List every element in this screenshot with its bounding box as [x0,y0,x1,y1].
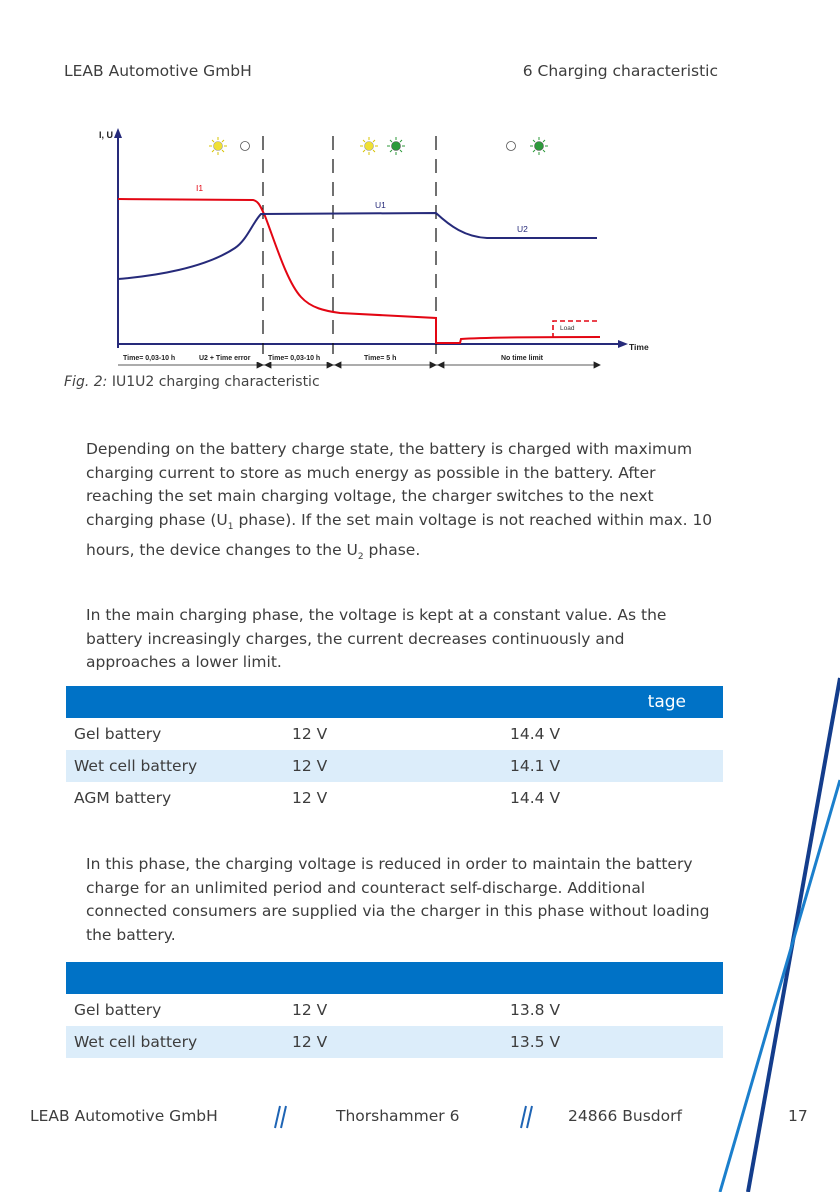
battery-type-cell: AGM battery [74,789,172,807]
paragraph-boost-phase [86,438,718,570]
nominal-voltage-cell: 12 V [292,1033,328,1051]
nominal-voltage-cell: 12 V [292,789,328,807]
y-axis-arrow [114,128,122,138]
table-row [66,994,723,1026]
paragraph-text: Depending on the battery charge state, the battery is charged with maximum charging current to store as much energy as possible in the battery. After reaching the set main charging voltage, the charger switches to the next charging phase (U [86,440,693,529]
table-header-row [66,962,723,994]
led-group-phase-1 [209,137,250,155]
table-row [66,1026,723,1058]
table-header-row [66,686,723,718]
led-yellow-lit-icon [360,137,378,155]
phase-time-bar [118,362,600,368]
phase-time-label: Time= 0,03-10 h [123,355,176,362]
subscript: 2 [357,552,364,563]
table-row [66,718,723,750]
footer-separator-icon [272,1104,288,1130]
table-row [66,750,723,782]
charging-voltage-cell: 14.4 V [510,725,561,743]
float-voltage-table [66,962,723,1058]
paragraph-text: phase. [363,541,421,560]
table-header-fragment: tage [647,692,686,712]
charging-voltage-cell: 14.4 V [510,789,561,807]
phase-time-label: No time limit [501,355,544,362]
table-header-empty [66,962,723,994]
figure-caption-text: IU1U2 charging characteristic [111,374,320,390]
page-number: 17 [788,1107,808,1125]
led-green-lit-icon [387,137,405,155]
led-off-icon [241,142,250,151]
header-chapter: 6 Charging characteristic [522,62,718,80]
y-axis-label: I, U [99,130,114,140]
footer-separator-icon [518,1104,534,1130]
phase-time-label: Time= 5 h [364,355,397,362]
float-voltage-cell: 13.8 V [510,1001,561,1019]
paragraph-text: phase). If the set main voltage is not reached within max. 10 hours, the device changes to the U [86,510,713,560]
load-label: Load [560,325,575,332]
footer-city: 24866 Busdorf [568,1107,682,1125]
current-curve-i1 [118,199,600,343]
charging-characteristic-chart [95,122,655,372]
phase-time-label: U2 + Time error [199,355,251,362]
nominal-voltage-cell: 12 V [292,757,328,775]
paragraph-main-phase: In the main charging phase, the voltage is kept at a constant value. As the battery increasingly charges, the current decreases continuously and approaches a lower limit. [86,606,667,671]
figure-caption-prefix: Fig. 2: [64,374,108,390]
decorative-stripes [700,660,840,1192]
voltage-curve-u1 [118,213,597,279]
series-label-u1: U1 [375,200,386,210]
battery-type-cell: Wet cell battery [74,757,198,775]
footer-street: Thorshammer 6 [336,1107,460,1125]
x-axis-arrow [618,340,628,348]
x-axis-label: Time [629,342,649,352]
header-company: LEAB Automotive GmbH [64,62,252,80]
paragraph-float-phase: In this phase, the charging voltage is reduced in order to maintain the battery charge for an unlimited period and counteract self-discharge. Additional connected consumers are supplied via the charger in this phase without loading the battery. [86,855,710,944]
battery-type-cell: Wet cell battery [74,1033,198,1051]
led-group-phase-2 [360,137,405,155]
figure-caption [64,374,320,390]
battery-type-cell: Gel battery [74,1001,162,1019]
main-charging-voltage-table [66,686,723,814]
nominal-voltage-cell: 12 V [292,1001,328,1019]
series-label-u2: U2 [517,224,528,234]
led-off-icon [507,142,516,151]
table-row [66,782,723,814]
led-green-lit-icon [530,137,548,155]
subscript: 1 [227,521,234,532]
nominal-voltage-cell: 12 V [292,725,328,743]
footer-company: LEAB Automotive GmbH [30,1107,218,1125]
phase-time-label: Time= 0,03-10 h [268,355,321,362]
led-group-phase-3 [507,137,549,155]
battery-type-cell: Gel battery [74,725,162,743]
float-voltage-cell: 13.5 V [510,1033,561,1051]
charging-voltage-cell: 14.1 V [510,757,561,775]
led-yellow-lit-icon [209,137,227,155]
series-label-i1: I1 [196,183,204,193]
